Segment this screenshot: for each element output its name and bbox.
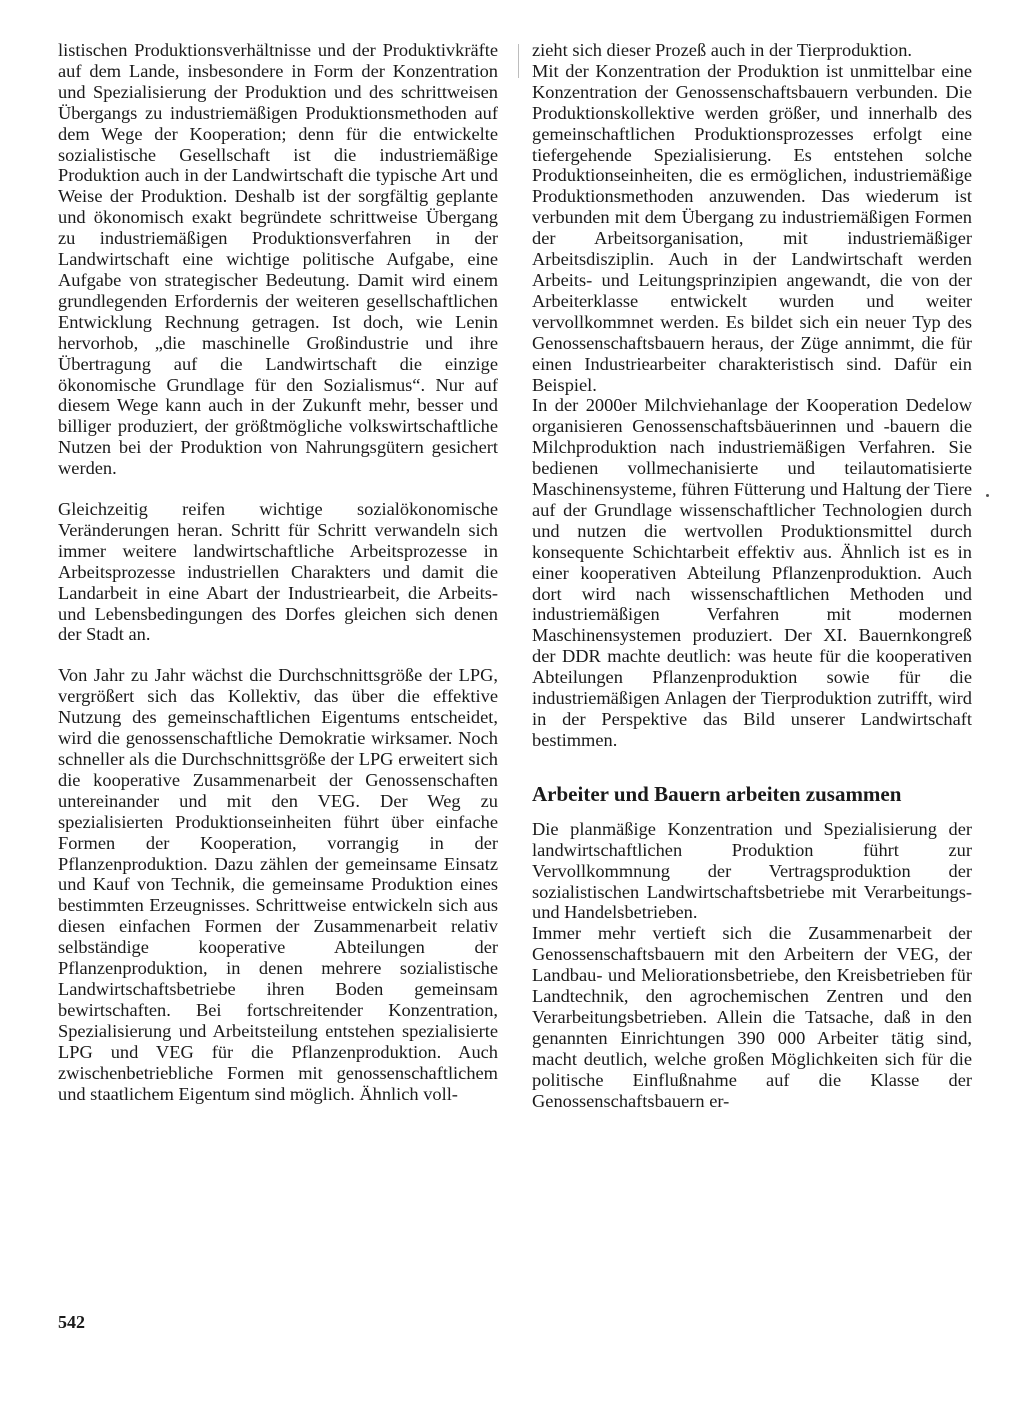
left-column [58, 40, 498, 1104]
page-number: 542 [58, 1312, 85, 1332]
left-paragraph-1: listischen Produktionsverhältnisse und der Produktivkräfte auf dem Lande, insbesondere in Form der Konzentration und Spezialisierung der Produktion und des schrittweisen Übergangs zu industriemäßigen Produktionsmethoden auf dem Wege der Kooperation; denn für die entwickelte sozialistische Gesellschaft ist die industriemäßige Produktion auch in der Landwirtschaft die typische Art und Weise der Produktion. Deshalb ist der sorgfältig geplante und ökonomisch exakt begründete schrittweise Übergang zu industriemäßigen Produktionsverfahren in der Landwirtschaft eine wichtige politische Aufgabe, eine Aufgabe von strategischer Bedeutung. Damit wird einem grundlegenden Erfordernis der weiteren gesellschaftlichen Entwicklung Rechnung getragen. Ist doch, wie Lenin hervorhob, „die maschinelle Großindustrie und ihre Übertragung auf die Landwirtschaft die einzige ökonomische Grundlage für den Sozialismus“. Nur auf diesem Wege kann auch in der Zukunft mehr, besser und billiger produziert, der größtmögliche volkswirtschaftliche Nutzen bei der Produktion von Nahrungsgütern gesichert werden. [58, 40, 498, 479]
left-paragraph-2: Gleichzeitig reifen wichtige sozialökonomische Veränderungen heran. Schritt für Schritt verwandeln sich immer weitere landwirtschaftliche Arbeitsprozesse in Arbeitsprozesse industriellen Charakters und damit die Landarbeit in eine Abart der Industriearbeit, die Arbeits- und Lebensbedingungen des Dorfes gleichen sich denen der Stadt an. [58, 499, 498, 645]
paragraph-gap [58, 479, 498, 499]
right-paragraph-1: zieht sich dieser Prozeß auch in der Tierproduktion. [532, 40, 912, 60]
right-paragraph-2: Mit der Konzentration der Produktion ist unmittelbar eine Konzentration der Genossenschaftsbauern verbunden. Die Produktionskollektive werden größer, und innerhalb des gemeinschaftlichen Produktionsprozesses erfolgt eine tiefergehende Spezialisierung. Es entstehen solche Produktionseinheiten, die es ermöglichen, industriemäßige Produktionsmethoden anzuwenden. Das wiederum ist verbunden mit dem Übergang zu industriemäßigen Formen der Arbeitsorganisation, mit industriemäßiger Arbeitsdisziplin. Auch in der Landwirtschaft werden Arbeits- und Leitungsprinzipien angewandt, die von der Arbeiterklasse entwickelt wurden und weiter vervollkommnet werden. Es bildet sich ein neuer Typ des Genossenschaftsbauern heraus, der Züge annimmt, die für einen Industriearbeiter charakteristisch sind. Dafür ein Beispiel. [532, 60, 972, 395]
right-paragraph-5: Immer mehr vertieft sich die Zusammenarbeit der Genossenschaftsbauern mit den Arbeitern der VEG, der Landbau- und Meliorationsbetriebe, den Kreisbetrieben für Landtechnik, den agrochemischen Zentren und den Verarbeitungsbetrieben. Allein die Tatsache, daß in den genannten Einrichtungen 390 000 Arbeiter tätig sind, macht deutlich, welche großen Möglichkeiten sich für die politische Einflußnahme auf die Klasse der Genossenschaftsbauern er- [532, 923, 972, 1111]
right-paragraph-4: Die planmäßige Konzentration und Spezialisierung der landwirtschaftlichen Produktion führt zur Vervollkommnung der Vertragsproduktion der sozialistischen Landwirtschaftsbetriebe mit Verarbeitungs- und Handelsbetrieben. [532, 818, 972, 923]
right-paragraph-3: In der 2000er Milchviehanlage der Kooperation Dedelow organisieren Genossenschaftsbäuerinnen und -bauern die Milchproduktion nach industriemäßigen Verfahren. Sie bedienen vollmechanisierte und teilautomatisierte Maschinensysteme, führen Fütterung und Haltung der Tiere auf der Grundlage wissenschaftlicher Technologien durch und nutzen die wertvollen Produktionsmittel durch konsequente Schichtarbeit effektiv aus. Ähnlich ist es in einer kooperativen Abteilung Pflanzenproduktion. Auch dort wird nach wissenschaftlichen Methoden und industriemäßigen Verfahren mit modernen Maschinensystemen produziert. Der XI. Bauernkongreß der DDR machte deutlich: was heute für die kooperativen Abteilungen Pflanzenproduktion sowie für die industriemäßigen Anlagen der Tierproduktion zutrifft, wird in der Perspektive das Bild unserer Landwirtschaft bestimmen. [532, 395, 972, 750]
section-gap [532, 751, 972, 781]
paragraph-gap [58, 645, 498, 665]
print-speck [986, 494, 989, 497]
left-paragraph-3: Von Jahr zu Jahr wächst die Durchschnittsgröße der LPG, vergrößert sich das Kollektiv, das über die effektive Nutzung des gemeinschaftlichen Eigentums entscheidet, wird die genossenschaftliche Demokratie wirksamer. Noch schneller als die Durchschnittsgröße der LPG erweitert sich die kooperative Zusammenarbeit der Genossenschaften untereinander und mit den VEG. Der Weg zu spezialisierten Produktionseinheiten führt über einfache Formen der Kooperation, vorrangig in der Pflanzenproduktion. Dazu zählen der gemeinsame Einsatz und Kauf von Technik, die gemeinsame Produktion eines bestimmten Erzeugnisses. Schrittweise entwickeln sich aus diesen einfachen Formen der Zusammenarbeit relativ selbständige kooperative Abteilungen der Pflanzenproduktion, in denen mehrere sozialistische Landwirtschaftsbetriebe ihren Boden gemeinsam bewirtschaften. Bei fortschreitender Konzentration, Spezialisierung und Arbeitsteilung entstehen spezialisierte LPG und VEG für die Pflanzenproduktion. Auch zwischenbetriebliche Formen mit genossenschaftlichem und staatlichem Eigentum sind möglich. Ähnlich voll- [58, 665, 498, 1104]
right-column [532, 40, 972, 1112]
heading-gap [532, 807, 972, 819]
section-heading: Arbeiter und Bauern arbeiten zusammen [532, 781, 902, 806]
column-rule-mark [518, 44, 519, 78]
